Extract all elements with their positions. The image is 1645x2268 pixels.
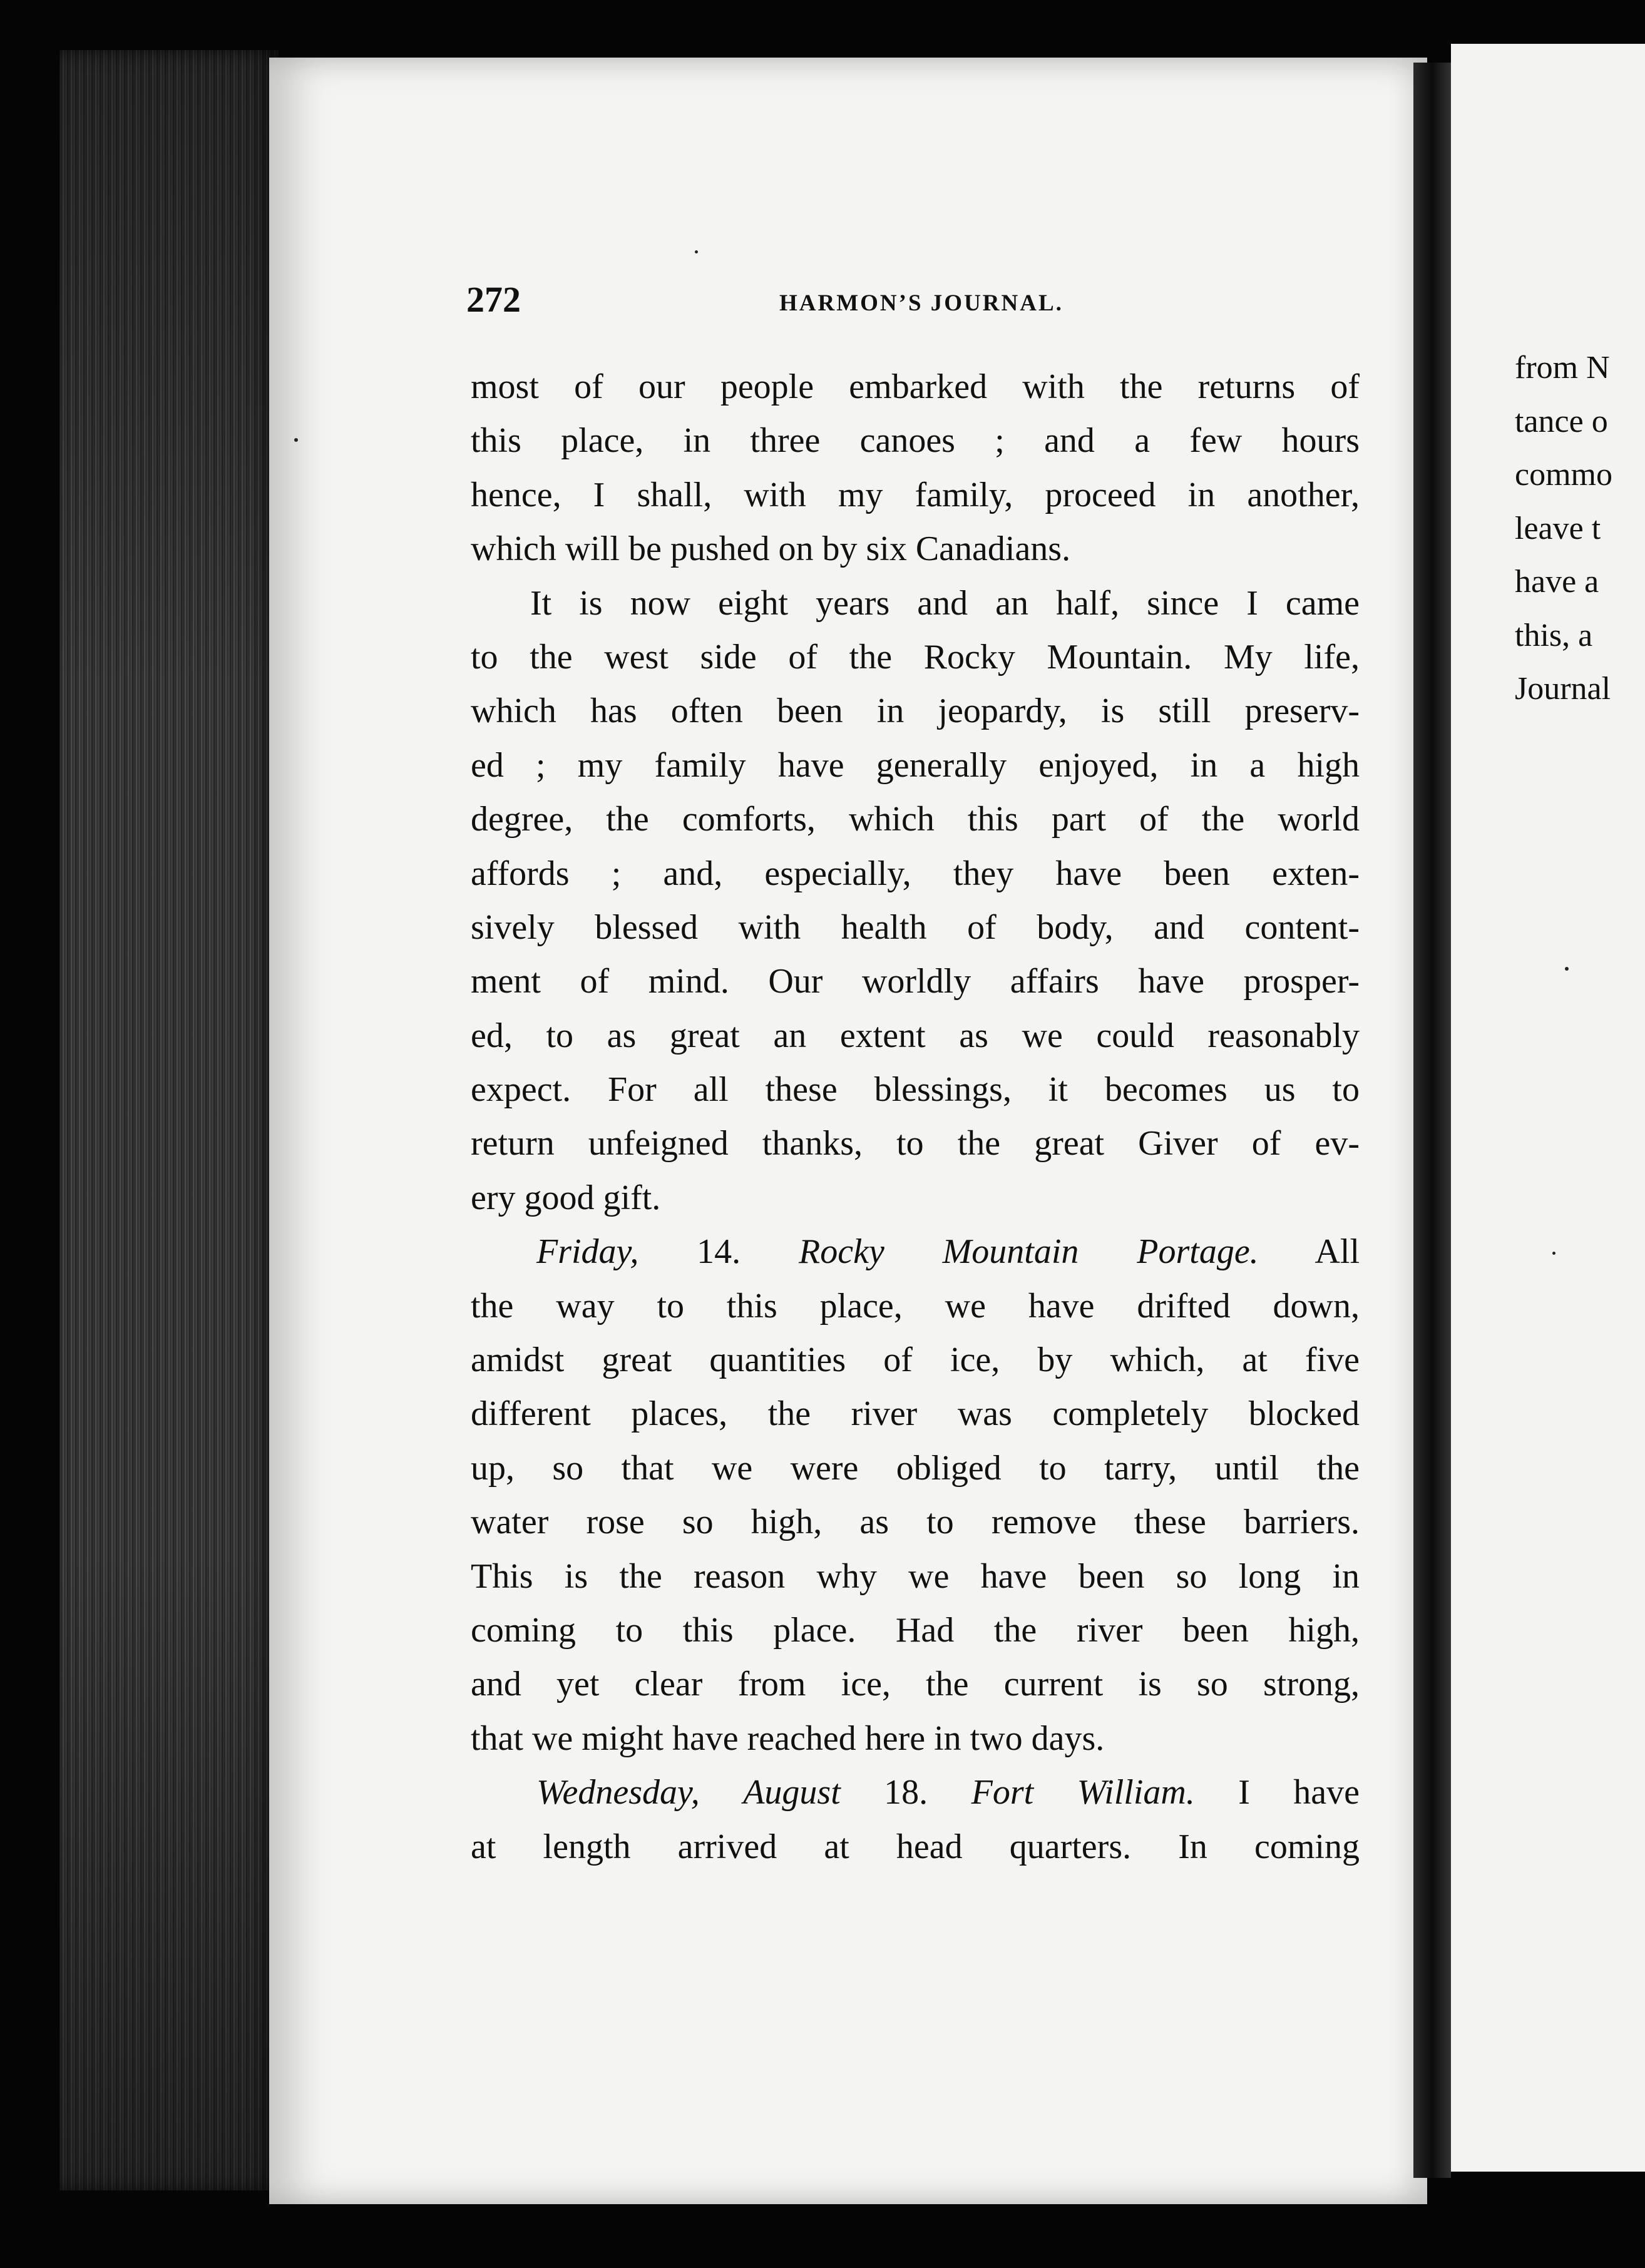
text-line: ed, to as great an extent as we could reasonably: [471, 1016, 1360, 1055]
friday-entry-text: [471, 1279, 1360, 1766]
text-line: the way to this place, we have drifted down,: [471, 1286, 1360, 1326]
text-line: sively blessed with health of body, and content-: [471, 907, 1360, 947]
facing-page-line: Journal: [1515, 671, 1611, 707]
text-line: expect. For all these blessings, it becomes us to: [471, 1070, 1360, 1110]
text-line: which has often been in jeopardy, is still preserv-: [471, 692, 1360, 731]
entry-place: Fort William.: [971, 1773, 1195, 1812]
facing-page-line: have a: [1515, 564, 1599, 600]
entry-date: 14.: [638, 1232, 799, 1272]
fore-edge-shadow: [59, 50, 279, 2190]
entry-rest: I have: [1194, 1773, 1360, 1812]
text-line: ed ; my family have generally enjoyed, in a high: [471, 745, 1360, 785]
text-line: up, so that we were obliged to tarry, until the: [471, 1448, 1360, 1488]
entry-date: 18.: [840, 1773, 971, 1812]
entry-month: August: [743, 1773, 841, 1812]
text-line: degree, the comforts, which this part of the world: [471, 800, 1360, 839]
page-header: [466, 278, 1361, 329]
text-line: most of our people embarked with the returns of: [471, 367, 1360, 406]
page-number: 272: [466, 279, 521, 320]
text-line: at length arrived at head quarters. In coming: [471, 1827, 1360, 1866]
text-line: to the west side of the Rocky Mountain. My life,: [471, 637, 1360, 677]
facing-page-text: [1515, 341, 1612, 716]
page-body: [471, 360, 1360, 1874]
facing-page-line: from N: [1515, 350, 1610, 386]
dust-speck: [294, 438, 298, 442]
running-head: HARMON’S JOURNAL.: [779, 290, 1063, 316]
text-line: ment of mind. Our worldly affairs have prosper-: [471, 962, 1360, 1001]
body-paragraphs: [471, 360, 1360, 1225]
text-line: amidst great quantities of ice, by which, at five: [471, 1341, 1360, 1380]
wednesday-entry-heading: [471, 1765, 1360, 1819]
facing-page-line: this, a: [1515, 617, 1593, 653]
text-line: that we might have reached here in two days.: [471, 1719, 1105, 1758]
dust-speck: [1565, 967, 1569, 971]
text-line: and yet clear from ice, the current is so strong,: [471, 1665, 1360, 1704]
text-line: affords ; and, especially, they have been exten-: [471, 854, 1360, 893]
text-line: coming to this place. Had the river been high,: [471, 1610, 1360, 1650]
dust-speck: [1552, 1252, 1555, 1255]
facing-page-line: tance o: [1515, 403, 1608, 439]
text-line: ery good gift.: [471, 1178, 661, 1217]
text-line: which will be pushed on by six Canadians.: [471, 529, 1071, 569]
text-line: water rose so high, as to remove these barriers.: [471, 1503, 1360, 1542]
text-line: different places, the river was completely blocked: [471, 1394, 1360, 1434]
page-gutter: [1413, 63, 1451, 2178]
text-line: hence, I shall, with my family, proceed in another,: [471, 475, 1360, 514]
dust-speck: [695, 250, 698, 253]
entry-day: Wednesday,: [536, 1773, 700, 1812]
text-line: return unfeigned thanks, to the great Giver of ev-: [471, 1124, 1360, 1163]
entry-rest: All: [1258, 1232, 1360, 1272]
text-line: This is the reason why we have been so long in: [471, 1556, 1360, 1596]
friday-entry-heading: [471, 1225, 1360, 1279]
facing-page-line: commo: [1515, 457, 1612, 493]
entry-place: Rocky Mountain Portage.: [799, 1232, 1259, 1272]
text-line: It is now eight years and an half, since I came: [530, 583, 1360, 623]
facing-page-line: leave t: [1515, 510, 1601, 546]
text-line: this place, in three canoes ; and a few hours: [471, 421, 1360, 461]
entry-day: Friday,: [536, 1232, 639, 1272]
